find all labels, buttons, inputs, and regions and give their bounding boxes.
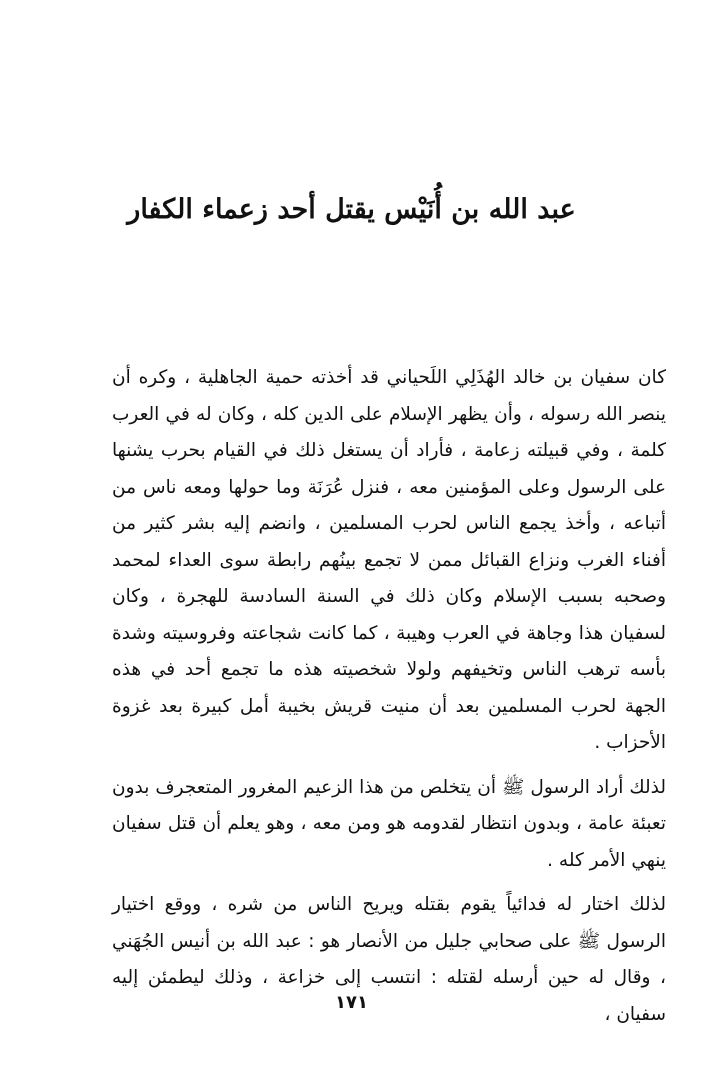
chapter-title: عبد الله بن أُنَيْس يقتل أحد زعماء الكفار	[127, 194, 576, 225]
paragraph-2: لذلك أراد الرسول ﷺ أن يتخلص من هذا الزعيم المغرور المتعجرف بدون تعبئة عامة ، وبدون انتظار لقدومه هو ومن معه ، وهو يعلم أن قتل سفيان ينهي الأمر كله .	[112, 776, 666, 871]
page-number: ١٧١	[335, 992, 368, 1013]
paragraph-3: لذلك اختار له فدائياً يقوم بقتله ويريح الناس من شره ، ووقع اختيار الرسول ﷺ على صحابي جليل من الأنصار هو : عبد الله بن أنيس الجُهَني ، وقال له حين أرسله لقتله : انتسب إلى خزاعة ، وذلك ليطمئن إليه سفيان ،	[112, 894, 666, 1025]
paragraph-1: كان سفيان بن خالد الهُذَلِي اللَحياني قد أخذته حمية الجاهلية ، وكره أن ينصر الله رسوله ، وأن يظهر الإسلام على الدين كله ، وكان له في العرب كلمة ، وفي قبيلته زعامة ، فأراد أن يستغل ذلك في القيام بحرب يشنها على الرسول وعلى المؤمنين معه ، فنزل عُرَنَة وما حولها ومعه ناس من أتباعه ، وأخذ يجمع الناس لحرب المسلمين ، وانضم إليه بشر كثير من أفناء الغرب ونزاع القبائل ممن لا تجمع بينُهم رابطة سوى العداء لمحمد وصحبه بسبب الإسلام وكان ذلك في السنة السادسة للهجرة ، وكان لسفيان هذا وجاهة في العرب وهيبة ، كما كانت شجاعته وفروسيته وشدة بأسه ترهب الناس وتخيفهم ولولا شخصيته هذه ما تجمع أحد في هذه الجهة لحرب المسلمين بعد أن منيت قريش بخيبة أمل كبيرة بعد غزوة الأحزاب .	[112, 367, 666, 753]
body-text	[112, 360, 666, 1033]
